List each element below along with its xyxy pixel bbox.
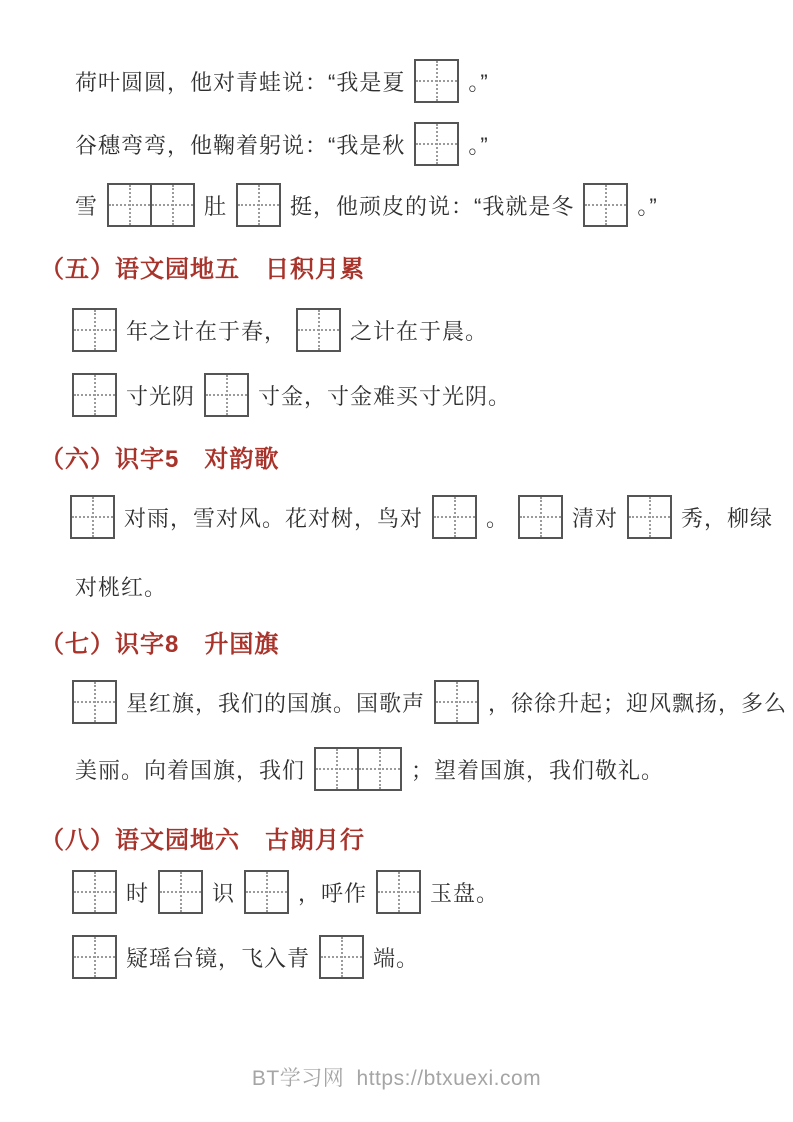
worksheet-line xyxy=(72,371,511,419)
heading-text: （五）语文园地五 日积月累 xyxy=(40,255,365,283)
text-segment: 疑瑶台镜，飞入青 xyxy=(126,945,311,971)
text-segment: 对桃红。 xyxy=(75,574,168,600)
heading-text: （六）识字5 对韵歌 xyxy=(40,445,280,473)
text-segment: 寸光阴 xyxy=(126,383,196,409)
worksheet-line xyxy=(75,120,489,168)
writing-grid-box[interactable] xyxy=(583,183,628,227)
grid-cell xyxy=(72,870,117,914)
text-segment: 之计在于晨。 xyxy=(350,318,489,344)
text-segment: 星红旗，我们的国旗。国歌声 xyxy=(126,690,426,716)
text-segment: 挺，他顽皮的说：“我就是冬 xyxy=(290,193,575,219)
writing-grid-box-double[interactable] xyxy=(314,747,402,791)
text-segment: 秀，柳绿 xyxy=(681,505,774,531)
text-segment: 寸金，寸金难买寸光阴。 xyxy=(258,383,512,409)
grid-cell xyxy=(107,183,152,227)
heading-text: （七）识字8 升国旗 xyxy=(40,630,280,658)
writing-grid-box[interactable] xyxy=(319,935,364,979)
writing-grid-box[interactable] xyxy=(70,495,115,539)
grid-cell xyxy=(432,495,477,539)
text-segment: 玉盘。 xyxy=(430,880,500,906)
grid-cell xyxy=(158,870,203,914)
grid-cell xyxy=(204,373,249,417)
text-segment: 端。 xyxy=(373,945,420,971)
grid-cell xyxy=(236,183,281,227)
grid-cell xyxy=(319,935,364,979)
footer-site-label: BT学习网 xyxy=(251,1067,345,1090)
grid-cell xyxy=(72,373,117,417)
grid-cell xyxy=(296,308,341,352)
text-segment: 识 xyxy=(212,880,236,906)
section-heading xyxy=(40,441,279,471)
text-segment: 肚 xyxy=(204,193,228,219)
text-segment: ，徐徐升起；迎风飘扬，多么 xyxy=(488,690,788,716)
text-segment: 。 xyxy=(486,505,510,531)
section-heading xyxy=(40,822,365,852)
section-heading xyxy=(40,251,365,281)
worksheet-line xyxy=(75,745,664,793)
writing-grid-box[interactable] xyxy=(432,495,477,539)
text-segment: 雪 xyxy=(75,193,99,219)
text-segment: 荷叶圆圆，他对青蛙说：“我是夏 xyxy=(75,69,406,95)
writing-grid-box-double[interactable] xyxy=(107,183,195,227)
grid-cell xyxy=(72,308,117,352)
worksheet-line xyxy=(75,181,658,229)
text-segment: 。” xyxy=(468,69,489,95)
writing-grid-box[interactable] xyxy=(72,680,117,724)
worksheet-line xyxy=(70,493,773,541)
writing-grid-box[interactable] xyxy=(158,870,203,914)
writing-grid-box[interactable] xyxy=(296,308,341,352)
writing-grid-box[interactable] xyxy=(244,870,289,914)
heading-text: （八）语文园地六 古朗月行 xyxy=(40,826,365,854)
writing-grid-box[interactable] xyxy=(72,935,117,979)
grid-cell xyxy=(434,680,479,724)
grid-cell xyxy=(376,870,421,914)
grid-cell xyxy=(414,122,459,166)
grid-cell xyxy=(414,59,459,103)
writing-grid-box[interactable] xyxy=(204,373,249,417)
text-segment: 谷穗弯弯，他鞠着躬说：“我是秋 xyxy=(75,132,406,158)
worksheet-line xyxy=(72,678,787,726)
writing-grid-box[interactable] xyxy=(518,495,563,539)
text-segment: 美丽。向着国旗，我们 xyxy=(75,757,306,783)
worksheet-line xyxy=(72,933,419,981)
text-segment: ；望着国旗，我们敬礼。 xyxy=(411,757,665,783)
worksheet-line xyxy=(72,868,499,916)
grid-cell xyxy=(518,495,563,539)
text-segment: 年之计在于春， xyxy=(126,318,288,344)
writing-grid-box[interactable] xyxy=(236,183,281,227)
grid-cell xyxy=(150,183,195,227)
text-segment: 时 xyxy=(126,880,150,906)
writing-grid-box[interactable] xyxy=(414,122,459,166)
grid-cell xyxy=(627,495,672,539)
writing-grid-box[interactable] xyxy=(72,870,117,914)
worksheet-line xyxy=(72,306,488,354)
section-heading xyxy=(40,626,279,656)
writing-grid-box[interactable] xyxy=(72,308,117,352)
writing-grid-box[interactable] xyxy=(414,59,459,103)
text-segment: 。” xyxy=(468,132,489,158)
writing-grid-box[interactable] xyxy=(72,373,117,417)
writing-grid-box[interactable] xyxy=(627,495,672,539)
grid-cell xyxy=(70,495,115,539)
worksheet-line xyxy=(75,562,167,610)
text-segment: 清对 xyxy=(572,505,619,531)
grid-cell xyxy=(314,747,359,791)
footer xyxy=(0,1062,793,1092)
text-segment: 。” xyxy=(637,193,658,219)
grid-cell xyxy=(72,935,117,979)
writing-grid-box[interactable] xyxy=(434,680,479,724)
grid-cell xyxy=(244,870,289,914)
writing-grid-box[interactable] xyxy=(376,870,421,914)
text-segment: 对雨，雪对风。花对树，鸟对 xyxy=(124,505,424,531)
worksheet-line xyxy=(75,57,489,105)
grid-cell xyxy=(357,747,402,791)
footer-url-link[interactable]: https://btxuexi.com xyxy=(356,1067,542,1090)
grid-cell xyxy=(72,680,117,724)
grid-cell xyxy=(583,183,628,227)
text-segment: ，呼作 xyxy=(298,880,368,906)
